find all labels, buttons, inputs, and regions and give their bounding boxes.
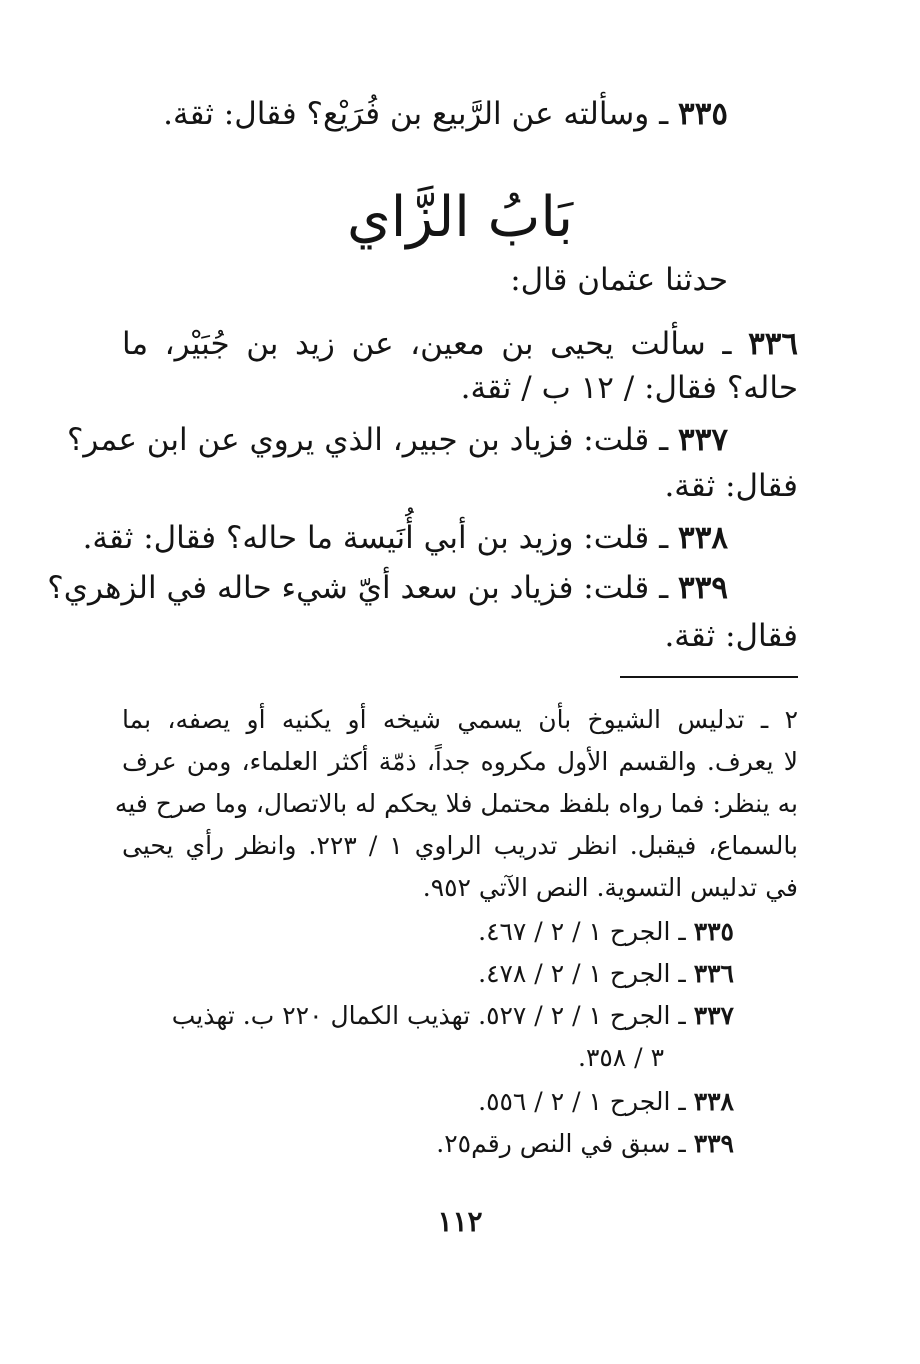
source-339 xyxy=(436,1126,734,1162)
source-338 xyxy=(478,1084,734,1120)
entry-number: ٣٣٦ xyxy=(748,326,799,362)
footnote-line-3: به ينظر: فما رواه بلفظ محتمل فلا يحكم له بالاتصال، وما صرح فيه xyxy=(114,789,798,818)
chapter-title: بَابُ الزَّاي xyxy=(346,185,574,250)
source-text: ـ سبق في النص رقم٢٥. xyxy=(436,1129,686,1158)
source-text: ـ الجرح ١ / ٢ / ٤٦٧. xyxy=(478,917,686,946)
source-337-continuation: ٣ / ٣٥٨. xyxy=(577,1043,664,1072)
entry-text: ـ وسألته عن الرَّبيع بن فُرَيْع؟ فقال: ثقة. xyxy=(163,96,669,132)
entry-text: ـ قلت: وزيد بن أبي أُنَيسة ما حاله؟ فقال: ثقة. xyxy=(82,520,669,556)
footnote-line-2: لا يعرف. والقسم الأول مكروه جداً، ذمّة أكثر العلماء، ومن عرف xyxy=(122,747,798,776)
footnote-line-1: ٢ ـ تدليس الشيوخ بأن يسمي شيخه أو يكنيه أو يصفه، بما xyxy=(122,705,798,734)
source-336 xyxy=(478,956,734,992)
source-number: ٣٣٥ xyxy=(693,917,734,946)
entry-339-line-2: فقال: ثقة. xyxy=(664,618,798,654)
source-text: ـ الجرح ١ / ٢ / ٤٧٨. xyxy=(478,959,686,988)
footnote-line-5: في تدليس التسوية. النص الآتي ٩٥٢. xyxy=(422,873,798,902)
entry-number: ٣٣٩ xyxy=(678,570,728,606)
source-number: ٣٣٨ xyxy=(693,1087,734,1116)
entry-339-line-1 xyxy=(47,566,728,610)
footnote-line-4: بالسماع، فيقبل. انظر تدريب الراوي ١ / ٢٢٣. وانظر رأي يحيى xyxy=(122,831,798,860)
entry-number: ٣٣٧ xyxy=(678,422,728,458)
entry-text: ـ سألت يحيى بن معين، عن زيد بن جُبَيْر، ما xyxy=(122,326,732,362)
entry-337-line-2: فقال: ثقة. xyxy=(664,468,798,504)
entry-text: ـ قلت: فزياد بن جبير، الذي يروي عن ابن عمر؟ xyxy=(66,422,669,458)
source-335 xyxy=(478,914,734,950)
footnote-separator xyxy=(620,676,798,678)
entry-number: ٣٣٨ xyxy=(678,520,728,556)
entry-text: ـ قلت: فزياد بن سعد أيّ شيء حاله في الزهري؟ xyxy=(47,570,669,606)
entry-336-line-1 xyxy=(122,322,798,366)
chapter-intro: حدثنا عثمان قال: xyxy=(510,262,728,298)
entry-337-line-1 xyxy=(67,418,728,462)
source-number: ٣٣٧ xyxy=(693,1001,734,1030)
source-text: ـ الجرح ١ / ٢ / ٥٢٧. تهذيب الكمال ٢٢٠ ب. تهذيب xyxy=(171,1001,686,1030)
source-number: ٣٣٩ xyxy=(693,1129,734,1158)
entry-335 xyxy=(163,92,728,136)
entry-number: ٣٣٥ xyxy=(678,96,728,132)
source-number: ٣٣٦ xyxy=(693,959,734,988)
source-337 xyxy=(172,998,734,1034)
entry-336-line-2: حاله؟ فقال: / ١٢ ب / ثقة. xyxy=(460,370,798,406)
page-number: ١١٢ xyxy=(437,1205,483,1238)
entry-338 xyxy=(83,516,728,560)
source-text: ـ الجرح ١ / ٢ / ٥٥٦. xyxy=(478,1087,686,1116)
